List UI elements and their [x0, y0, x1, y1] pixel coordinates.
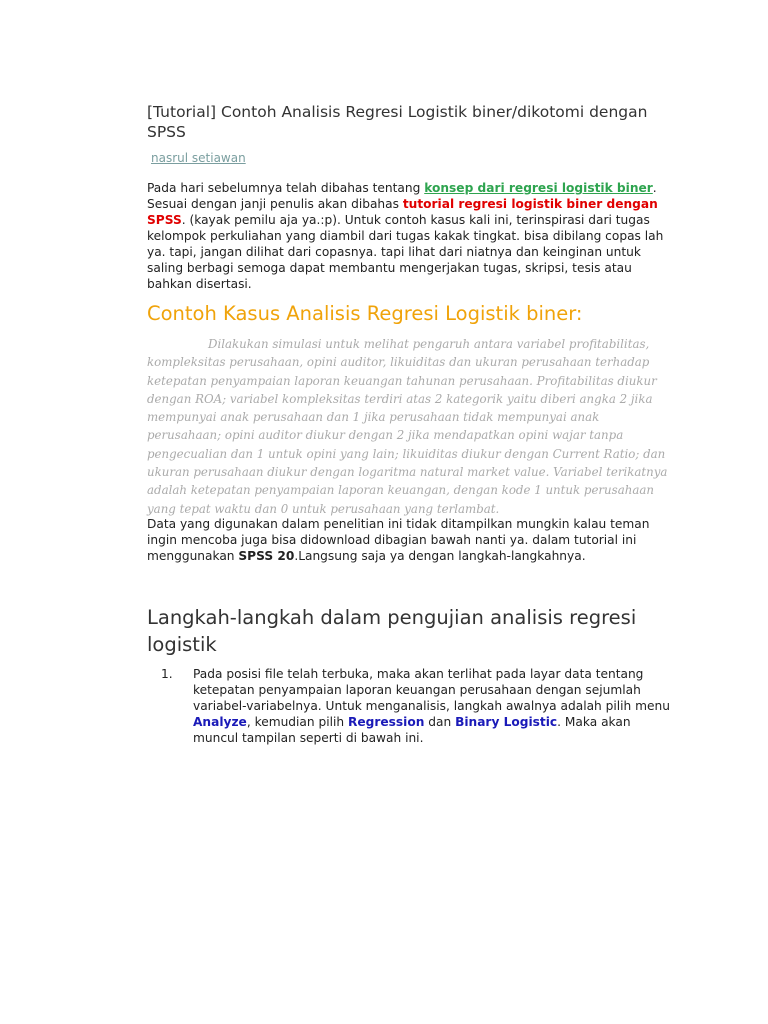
spss-version: SPSS 20 [238, 549, 295, 563]
concept-link[interactable]: konsep dari regresi logistik biner [424, 181, 653, 195]
step-text-2: , kemudian pilih [246, 715, 348, 729]
intro-text-2: . Sesuai dengan janji penulis akan dibahas [147, 181, 657, 211]
step-text-4: . Maka akan muncul tampilan seperti di bawah ini. [193, 715, 631, 745]
regression-menu: Regression [347, 715, 425, 729]
steps-list [147, 666, 672, 746]
intro-paragraph [147, 180, 672, 292]
step-text-1: Pada posisi file telah terbuka, maka akan terlihat pada layar data tentang ketepatan penyampaian laporan keuangan perusahaan dengan sejumlah variabel-variabelnya. Untuk menganalisis, langkah awalnya adalah pilih menu [193, 667, 670, 713]
analyze-menu: Analyze [193, 715, 247, 729]
article-title: [Tutorial] Contoh Analisis Regresi Logistik biner/dikotomi dengan SPSS [147, 103, 648, 141]
case-heading: Contoh Kasus Analisis Regresi Logistik biner: [147, 302, 583, 325]
tutorial-highlight: tutorial regresi logistik biner dengan SPSS [147, 197, 658, 227]
data-text-2: .Langsung saja ya dengan langkah-langkahnya. [294, 549, 586, 563]
step-number: 1. [161, 667, 173, 681]
list-item [147, 666, 672, 746]
data-text-1: Data yang digunakan dalam penelitian ini tidak ditampilkan mungkin kalau teman ingin mencoba juga bisa didownload dibagian bawah nanti ya. dalam tutorial ini menggunakan [147, 517, 650, 563]
case-quote: Dilakukan simulasi untuk melihat pengaruh antara variabel profitabilitas, kompleksitas perusahaan, opini auditor, likuiditas dan ukuran perusahaan terhadap ketepatan penyampaian laporan keuangan tahunan perusahaan. Profitabilitas diukur dengan ROA; variabel kompleksitas terdiri atas 2 kategorik yaitu diberi angka 2 jika mempunyai anak perusahaan dan 1 jika perusahaan tidak mempunyai anak perusahaan; opini auditor diukur dengan 2 jika mendapatkan opini wajar tanpa pengecualian dan 1 untuk opini yang lain; likuiditas diukur dengan Current Ratio; dan ukuran perusahaan diukur dengan logaritma natural market value. Variabel terikatnya adalah ketepatan penyampaian laporan keuangan, dengan kode 1 untuk perusahaan yang tepat waktu dan 0 untuk perusahaan yang terlambat. [147, 337, 668, 516]
author-link[interactable]: nasrul setiawan [151, 151, 246, 165]
intro-text-1: Pada hari sebelumnya telah dibahas tentang [147, 181, 425, 195]
step-text-3: dan [424, 715, 456, 729]
binary-logistic-menu: Binary Logistic [455, 715, 558, 729]
data-paragraph [147, 516, 672, 564]
steps-heading: Langkah-langkah dalam pengujian analisis regresi logistik [147, 606, 637, 656]
intro-text-3: . (kayak pemilu aja ya.:p). Untuk contoh kasus kali ini, terinspirasi dari tugas kelompok perkuliahan yang diambil dari tugas kakak tingkat. bisa dibilang copas lah ya. tapi, jangan dilihat dari copasnya. tapi lihat dari niatnya dan keinginan untuk saling berbagi semoga dapat membantu mengerjakan tugas, skripsi, tesis atau bahkan disertasi. [147, 213, 664, 291]
